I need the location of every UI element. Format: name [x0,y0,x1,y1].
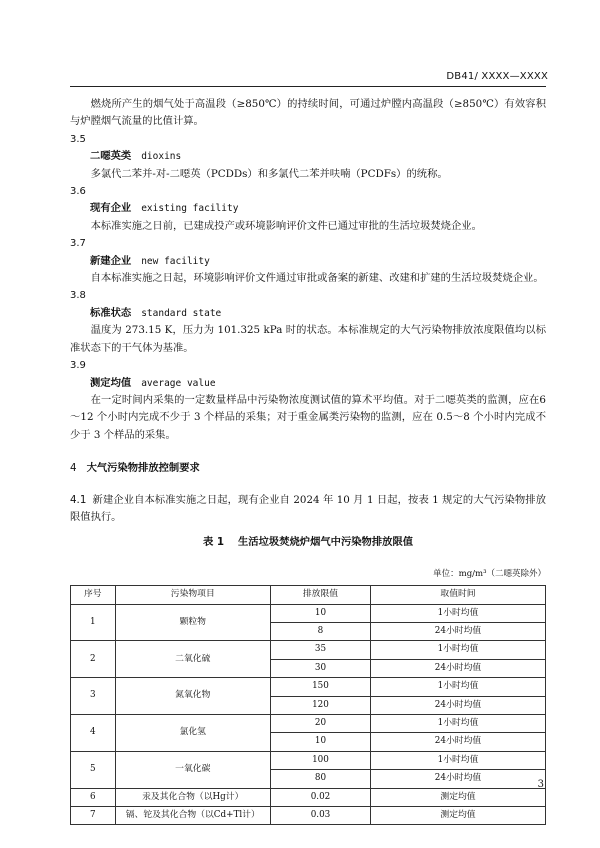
clause-4-1 [70,492,546,527]
definition-term [70,305,546,322]
cell-pollutant: 氯化氢 [115,715,270,752]
term-en: new facility [141,255,210,267]
table-row [71,751,546,769]
definition-number: 3.7 [70,238,86,250]
definition-term [70,200,546,217]
section-heading [70,460,546,477]
definition-number: 3.9 [70,360,86,372]
cell-averaging-time: 1小时均值 [370,678,545,696]
definition-number: 3.5 [70,133,86,145]
page-content [70,96,546,825]
cell-limit: 80 [270,770,370,788]
cell-averaging-time: 1小时均值 [370,641,545,659]
cell-limit: 150 [270,678,370,696]
cell-averaging-time: 1小时均值 [370,751,545,769]
term-cn: 现有企业 [90,202,132,215]
definition-text: 在一定时间内采集的一定数量样品中污染物浓度测试值的算术平均值。对于二噁英类的监测，应在6～12 个小时内完成不少于 3 个样品的采集；对于重金属类污染物的监测，应在 0.5～8 个小时内完成不少于 3 个样品的采集。 [70,393,546,441]
table-row [71,678,546,696]
cell-limit: 100 [270,751,370,769]
header-cell: 污染物项目 [115,586,270,604]
cell-pollutant: 二氧化硫 [115,641,270,678]
section-title: 大气污染物排放控制要求 [86,462,200,475]
cell-limit: 0.03 [270,807,370,825]
term-cn: 新建企业 [90,254,132,267]
term-cn: 标准状态 [90,306,132,319]
cell-limit: 10 [270,604,370,622]
cell-averaging-time: 1小时均值 [370,604,545,622]
table-header-row [71,586,546,604]
header-cell: 排放限值 [270,586,370,604]
definition-3-9 [70,357,546,444]
definition-3-8 [70,287,546,357]
cell-averaging-time: 24小时均值 [370,659,545,677]
cell-limit: 30 [270,659,370,677]
cell-averaging-time: 测定均值 [370,788,545,806]
cell-limit: 0.02 [270,788,370,806]
cell-averaging-time: 24小时均值 [370,733,545,751]
cell-pollutant: 颗粒物 [115,604,270,641]
cell-limit: 20 [270,715,370,733]
cell-pollutant: 一氧化碳 [115,751,270,788]
definition-number: 3.6 [70,186,86,198]
cell-averaging-time: 24小时均值 [370,696,545,714]
term-en: existing facility [141,203,239,215]
cell-pollutant: 氮氧化物 [115,678,270,715]
cell-averaging-time: 24小时均值 [370,770,545,788]
cell-limit: 35 [270,641,370,659]
cell-averaging-time: 1小时均值 [370,715,545,733]
document-code: DB41/ XXXX—XXXX [446,71,548,82]
cell-number: 1 [71,604,116,641]
table-row [71,715,546,733]
header-divider [70,86,546,87]
table-row [71,641,546,659]
table-title: 生活垃圾焚烧炉烟气中污染物排放限值 [238,536,414,549]
clause-text: 新建企业自本标准实施之日起，现有企业自 2024 年 10 月 1 日起，按表 1 规定的大气污染物排放限值执行。 [70,493,546,523]
page-number: 3 [537,779,544,790]
cell-number: 7 [71,807,116,825]
cell-pollutant: 镉、铊及其化合物（以Cd+Tl计） [115,807,270,825]
term-en: standard state [141,307,222,319]
header-cell: 取值时间 [370,586,545,604]
cell-number: 5 [71,751,116,788]
definition-text: 温度为 273.15 K，压力为 101.325 kPa 时的状态。本标准规定的大气污染物排放浓度限值均以标准状态下的干气体为基准。 [70,324,546,354]
term-en: dioxins [141,151,182,163]
cell-averaging-time: 24小时均值 [370,622,545,640]
table-label: 表 1 [202,536,224,549]
definition-3-7 [70,235,546,287]
section-number: 4 [70,462,77,475]
header-cell: 序号 [71,586,116,604]
cell-number: 3 [71,678,116,715]
table-row [71,807,546,825]
table-body [71,604,546,825]
term-en: average value [141,377,216,389]
definition-term [70,375,546,392]
emission-limits-table [70,585,546,825]
definition-text: 本标准实施之日前，已建成投产或环境影响评价文件已通过审批的生活垃圾焚烧企业。 [90,219,482,232]
cell-pollutant: 汞及其化合物（以Hg计） [115,788,270,806]
cell-number: 4 [71,715,116,752]
cell-averaging-time: 测定均值 [370,807,545,825]
definition-3-6 [70,183,546,235]
definition-number: 3.8 [70,290,86,302]
definition-term [70,148,546,165]
table-caption [70,534,546,551]
cell-limit: 8 [270,622,370,640]
cell-number: 2 [71,641,116,678]
table-row [71,604,546,622]
cell-limit: 10 [270,733,370,751]
intro-paragraph: 燃烧所产生的烟气处于高温段（≥850℃）的持续时间，可通过炉膛内高温段（≥850℃）有效容积与炉膛烟气流量的比值计算。 [70,98,546,128]
table-row [71,788,546,806]
term-cn: 二噁英类 [90,150,132,163]
definition-text: 自本标准实施之日起，环境影响评价文件通过审批或备案的新建、改建和扩建的生活垃圾焚烧企业。 [90,272,544,285]
definition-text: 多氯代二苯并-对-二噁英（PCDDs）和多氯代二苯并呋喃（PCDFs）的统称。 [90,167,448,180]
definition-term [70,253,546,270]
clause-number: 4.1 [70,493,87,506]
definition-3-5 [70,131,546,183]
cell-limit: 120 [270,696,370,714]
cell-number: 6 [71,788,116,806]
table-unit-note: 单位：mg/m³（二噁英除外） [433,568,546,579]
term-cn: 测定均值 [90,376,132,389]
